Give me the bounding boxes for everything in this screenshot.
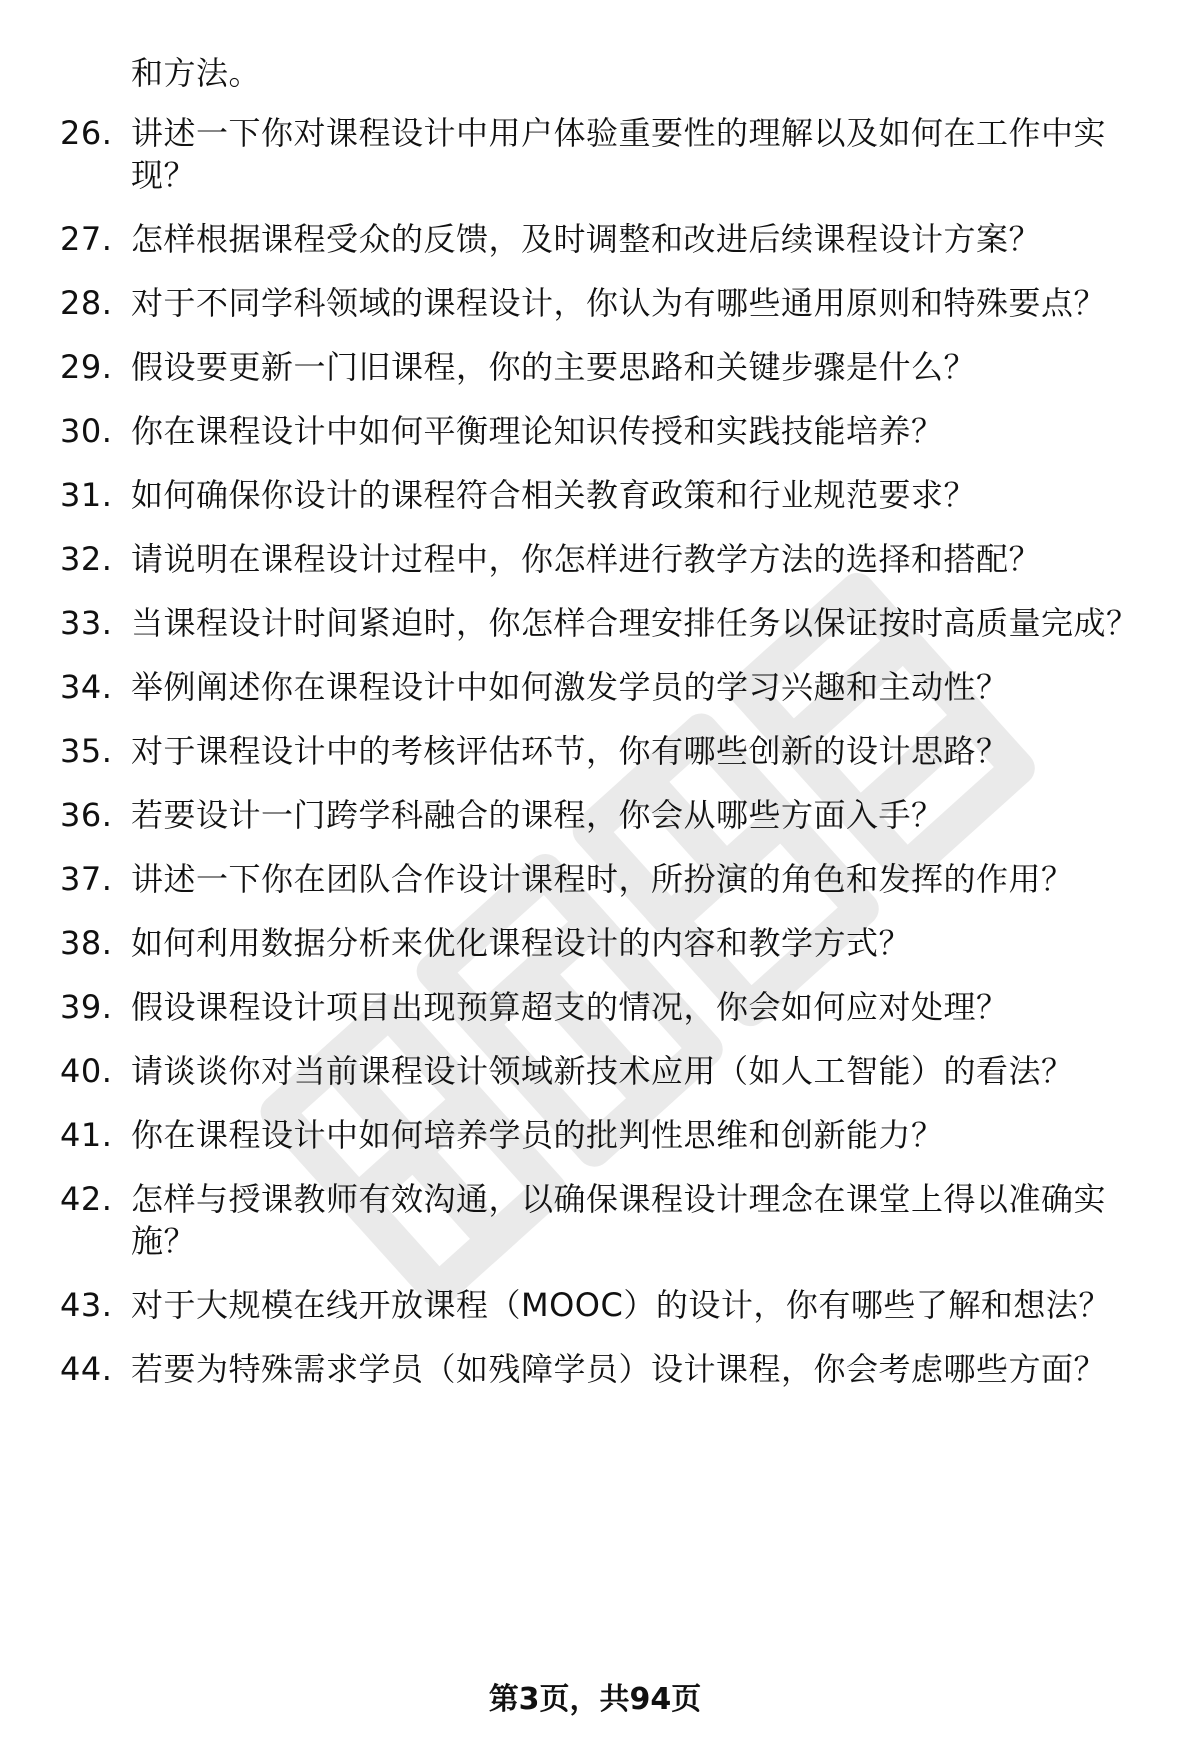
question-text: 假设课程设计项目出现预算超支的情况，你会如何应对处理？: [131, 988, 1009, 1026]
question-text: 讲述一下你对课程设计中用户体验重要性的理解以及如何在工作中实现？: [131, 114, 1107, 194]
question-text: 举例阐述你在课程设计中如何激发学员的学习兴趣和主动性？: [131, 668, 1009, 706]
continued-text: 和方法。: [131, 54, 262, 92]
question-number: 41.: [60, 1116, 113, 1154]
question-list: [0, 112, 1190, 1412]
question-item: [0, 1284, 1190, 1326]
question-item: [0, 602, 1190, 644]
question-number: 31.: [60, 476, 113, 514]
question-item: [0, 858, 1190, 900]
question-number: 27.: [60, 220, 113, 258]
question-item: [0, 112, 1190, 196]
question-number: 37.: [60, 860, 113, 898]
question-item: [0, 730, 1190, 772]
question-item: [0, 1178, 1190, 1262]
question-number: 43.: [60, 1286, 113, 1324]
question-item: [0, 346, 1190, 388]
question-text: 你在课程设计中如何培养学员的批判性思维和创新能力？: [131, 1116, 944, 1154]
question-text: 请谈谈你对当前课程设计领域新技术应用（如人工智能）的看法？: [131, 1052, 1074, 1090]
question-item: [0, 986, 1190, 1028]
question-text: 怎样与授课教师有效沟通，以确保课程设计理念在课堂上得以准确实施？: [131, 1180, 1107, 1260]
question-number: 44.: [60, 1350, 113, 1388]
question-text: 对于大规模在线开放课程（MOOC）的设计，你有哪些了解和想法？: [131, 1286, 1111, 1324]
question-number: 26.: [60, 114, 113, 152]
question-number: 34.: [60, 668, 113, 706]
question-text: 怎样根据课程受众的反馈，及时调整和改进后续课程设计方案？: [131, 220, 1042, 258]
question-item: [0, 282, 1190, 324]
question-number: 35.: [60, 732, 113, 770]
question-item: [0, 1050, 1190, 1092]
question-number: 39.: [60, 988, 113, 1026]
question-text: 若要设计一门跨学科融合的课程，你会从哪些方面入手？: [131, 796, 944, 834]
question-item: [0, 794, 1190, 836]
question-number: 38.: [60, 924, 113, 962]
question-text: 如何确保你设计的课程符合相关教育政策和行业规范要求？: [131, 476, 977, 514]
question-text: 讲述一下你在团队合作设计课程时，所扮演的角色和发挥的作用？: [131, 860, 1074, 898]
question-number: 33.: [60, 604, 113, 642]
question-number: 40.: [60, 1052, 113, 1090]
question-number: 28.: [60, 284, 113, 322]
page-footer: 第3页，共94页: [488, 1682, 702, 1717]
question-item: [0, 666, 1190, 708]
question-item: [0, 410, 1190, 452]
question-number: 32.: [60, 540, 113, 578]
question-item: [0, 538, 1190, 580]
question-item: [0, 1114, 1190, 1156]
question-text: 对于课程设计中的考核评估环节，你有哪些创新的设计思路？: [131, 732, 1009, 770]
question-text: 请说明在课程设计过程中，你怎样进行教学方法的选择和搭配？: [131, 540, 1042, 578]
question-item: [0, 922, 1190, 964]
question-item: [0, 1348, 1190, 1390]
question-text: 如何利用数据分析来优化课程设计的内容和教学方式？: [131, 924, 912, 962]
question-number: 30.: [60, 412, 113, 450]
question-text: 若要为特殊需求学员（如残障学员）设计课程，你会考虑哪些方面？: [131, 1350, 1107, 1388]
question-text: 假设要更新一门旧课程，你的主要思路和关键步骤是什么？: [131, 348, 977, 386]
question-text: 你在课程设计中如何平衡理论知识传授和实践技能培养？: [131, 412, 944, 450]
question-item: [0, 474, 1190, 516]
question-number: 36.: [60, 796, 113, 834]
question-text: 当课程设计时间紧迫时，你怎样合理安排任务以保证按时高质量完成？: [131, 604, 1139, 642]
question-number: 29.: [60, 348, 113, 386]
question-number: 42.: [60, 1180, 113, 1218]
question-text: 对于不同学科领域的课程设计，你认为有哪些通用原则和特殊要点？: [131, 284, 1107, 322]
question-item: [0, 218, 1190, 260]
